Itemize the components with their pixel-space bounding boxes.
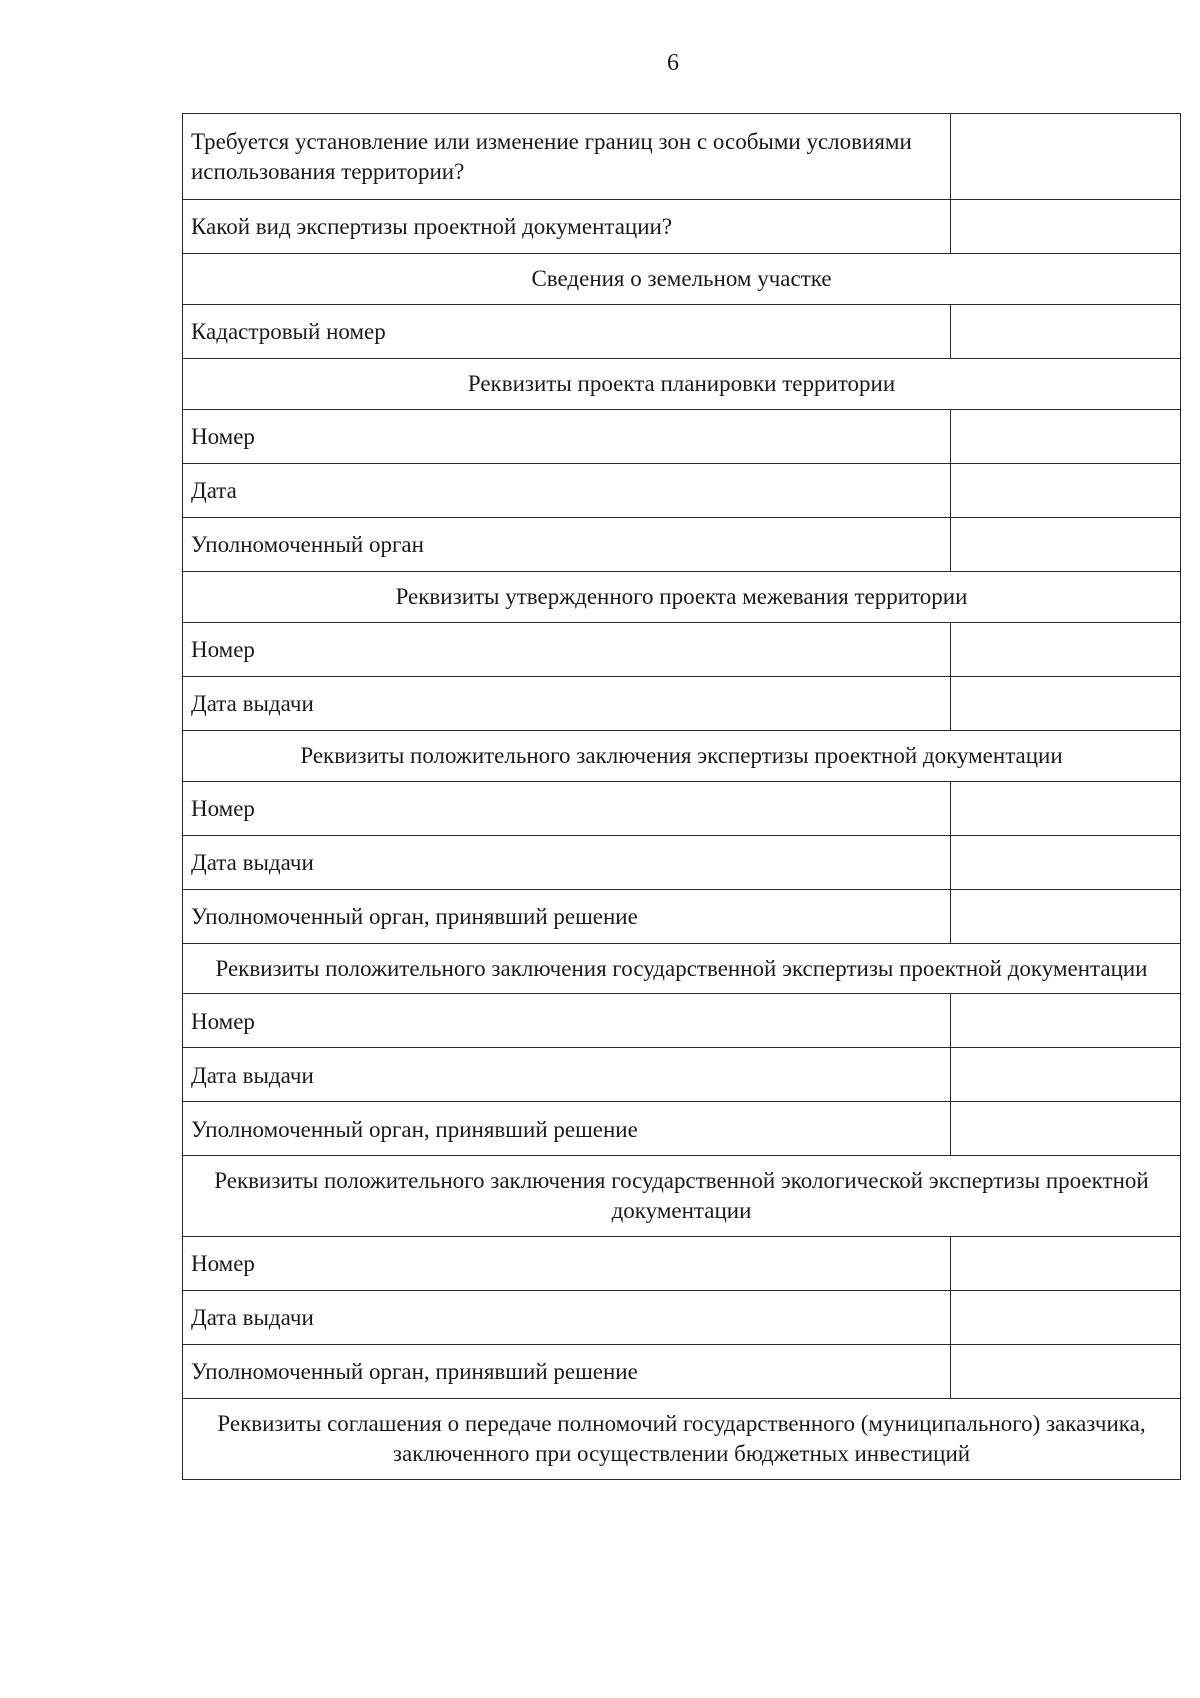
field-value-cell[interactable] bbox=[951, 517, 1181, 571]
field-value-cell[interactable] bbox=[951, 622, 1181, 676]
field-value-cell[interactable] bbox=[951, 463, 1181, 517]
section-header: Реквизиты утвержденного проекта межевания территории bbox=[183, 571, 1181, 622]
field-row bbox=[183, 517, 1181, 571]
field-value-cell[interactable] bbox=[951, 781, 1181, 835]
field-value-cell[interactable] bbox=[951, 304, 1181, 358]
section-header-row bbox=[183, 1156, 1181, 1237]
field-row bbox=[183, 304, 1181, 358]
field-label: Номер bbox=[183, 994, 951, 1048]
field-row bbox=[183, 781, 1181, 835]
section-header: Реквизиты положительного заключения государственной экологической экспертизы проектной документации bbox=[183, 1156, 1181, 1237]
field-row bbox=[183, 889, 1181, 943]
field-label: Уполномоченный орган, принявший решение bbox=[183, 1345, 951, 1399]
field-value-cell[interactable] bbox=[951, 1291, 1181, 1345]
field-row bbox=[183, 114, 1181, 200]
field-value-cell[interactable] bbox=[951, 1102, 1181, 1156]
field-row bbox=[183, 676, 1181, 730]
field-value-cell[interactable] bbox=[951, 1237, 1181, 1291]
form-table bbox=[182, 113, 1181, 1480]
field-label: Дата выдачи bbox=[183, 1048, 951, 1102]
field-value-cell[interactable] bbox=[951, 994, 1181, 1048]
field-row bbox=[183, 409, 1181, 463]
field-label: Уполномоченный орган, принявший решение bbox=[183, 1102, 951, 1156]
field-label: Уполномоченный орган bbox=[183, 517, 951, 571]
field-row bbox=[183, 463, 1181, 517]
section-header: Сведения о земельном участке bbox=[183, 254, 1181, 305]
field-label: Дата выдачи bbox=[183, 676, 951, 730]
form-body bbox=[183, 114, 1181, 1480]
field-value-cell[interactable] bbox=[951, 889, 1181, 943]
field-value-cell[interactable] bbox=[951, 1345, 1181, 1399]
field-label: Дата выдачи bbox=[183, 1291, 951, 1345]
field-value-cell[interactable] bbox=[951, 200, 1181, 254]
section-header-row bbox=[183, 571, 1181, 622]
field-row bbox=[183, 1345, 1181, 1399]
field-label: Кадастровый номер bbox=[183, 304, 951, 358]
section-header-row bbox=[183, 358, 1181, 409]
field-row bbox=[183, 1102, 1181, 1156]
field-row bbox=[183, 835, 1181, 889]
section-header: Реквизиты проекта планировки территории bbox=[183, 358, 1181, 409]
section-header: Реквизиты соглашения о передаче полномочий государственного (муниципального) заказчика, заключенного при осуществлении бюджетных инвестиций bbox=[183, 1399, 1181, 1480]
section-header: Реквизиты положительного заключения государственной экспертизы проектной документации bbox=[183, 943, 1181, 994]
field-label: Номер bbox=[183, 1237, 951, 1291]
section-header: Реквизиты положительного заключения экспертизы проектной документации bbox=[183, 730, 1181, 781]
page-number: 6 bbox=[667, 50, 679, 76]
section-header-row bbox=[183, 730, 1181, 781]
field-row bbox=[183, 994, 1181, 1048]
field-label: Номер bbox=[183, 409, 951, 463]
field-row bbox=[183, 1048, 1181, 1102]
field-row bbox=[183, 1237, 1181, 1291]
field-label: Дата bbox=[183, 463, 951, 517]
field-row bbox=[183, 1291, 1181, 1345]
field-value-cell[interactable] bbox=[951, 676, 1181, 730]
section-header-row bbox=[183, 254, 1181, 305]
section-header-row bbox=[183, 1399, 1181, 1480]
field-label: Дата выдачи bbox=[183, 835, 951, 889]
section-header-row bbox=[183, 943, 1181, 994]
field-value-cell[interactable] bbox=[951, 409, 1181, 463]
field-label: Номер bbox=[183, 781, 951, 835]
field-value-cell[interactable] bbox=[951, 114, 1181, 200]
field-row bbox=[183, 622, 1181, 676]
field-label: Требуется установление или изменение границ зон с особыми условиями использования территории? bbox=[183, 114, 951, 200]
field-label: Уполномоченный орган, принявший решение bbox=[183, 889, 951, 943]
field-value-cell[interactable] bbox=[951, 1048, 1181, 1102]
field-value-cell[interactable] bbox=[951, 835, 1181, 889]
field-row bbox=[183, 200, 1181, 254]
field-label: Номер bbox=[183, 622, 951, 676]
field-label: Какой вид экспертизы проектной документации? bbox=[183, 200, 951, 254]
